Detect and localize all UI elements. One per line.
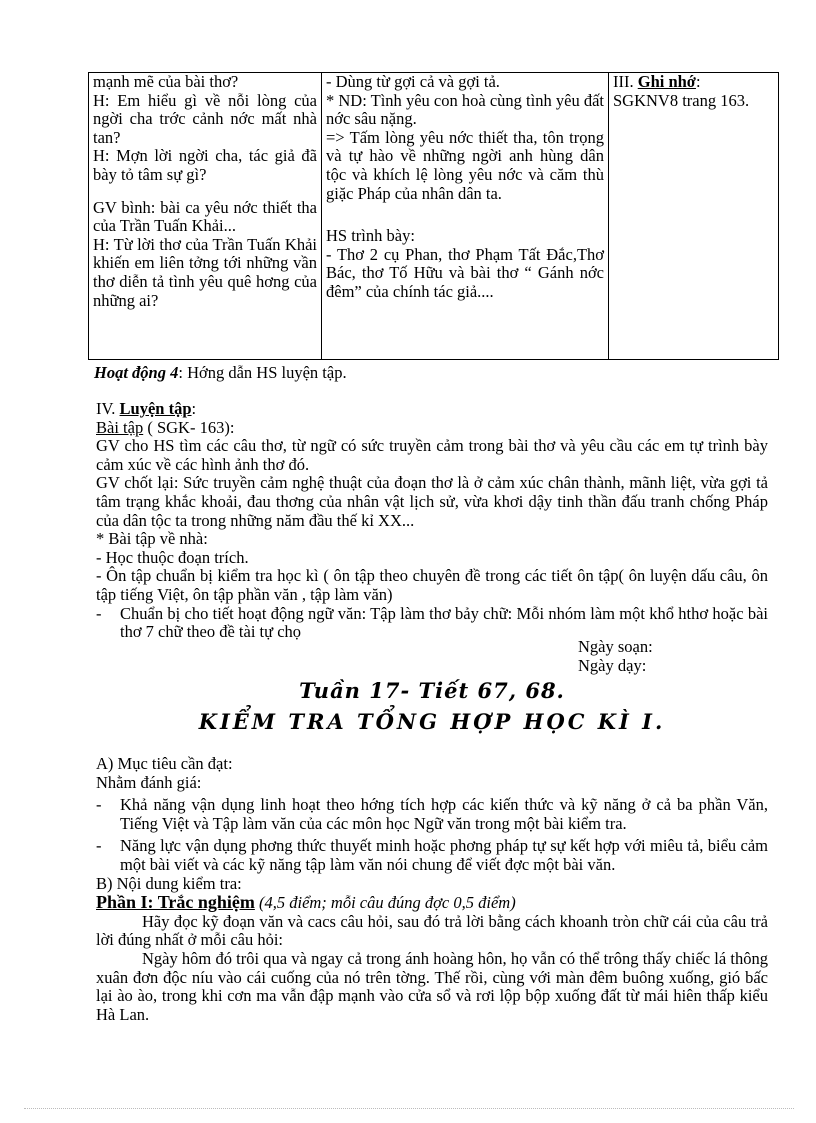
homework-item: - Học thuộc đoạn trích.	[96, 547, 249, 567]
homework-item: - Ôn tập chuẩn bị kiểm tra học kì ( ôn tập theo chuyên đề trong các tiết ôn tập( ôn luyện dấu câu, ôn tập tiếng Việt, ôn tập phần văn , tập làm văn)	[96, 566, 768, 604]
student-answers-cell	[322, 73, 609, 360]
question-text: H: Em hiểu gì về nỗi lòng của ngời cha trớc cảnh nớc mất nhà tan?	[93, 90, 317, 147]
objectives-section	[96, 755, 768, 1024]
question-text: mạnh mẽ của bài thơ?	[93, 72, 239, 91]
date-lines	[578, 638, 653, 675]
practice-heading: IV. Luyện tập:	[96, 399, 197, 418]
notes-text: SGKNV8 trang 163.	[613, 90, 750, 110]
teacher-questions-cell	[89, 73, 322, 360]
answer-text: - Thơ 2 cụ Phan, thơ Phạm Tất Đắc,Thơ Bác, thơ Tố Hữu và bài thơ “ Gánh nớc đêm” của chính tác giả....	[326, 244, 604, 301]
notes-heading: III. Ghi nhớ:	[613, 72, 701, 91]
homework-bullet-item: - Chuẩn bị cho tiết hoạt động ngữ văn: Tập làm thơ bảy chữ: Mỗi nhóm làm một khổ hthơ hoặc bài thơ 7 chữ theo đề tài tự chọ	[96, 603, 768, 642]
homework-heading: * Bài tập về nhà:	[96, 529, 208, 549]
content-heading: B) Nội dung kiểm tra:	[96, 873, 242, 893]
question-text: H: Từ lời thơ của Trần Tuấn Khải khiến em liên tởng tới những vần thơ diễn tả tình yêu quê hơng của những ai?	[93, 234, 317, 310]
exam-title	[96, 678, 768, 734]
answer-text: - Dùng từ gợi cả và gợi tả.	[326, 72, 500, 91]
page-bottom-rule	[24, 1108, 794, 1109]
objectives-intro: Nhằm đánh giá:	[96, 772, 202, 792]
objectives-heading: A) Mục tiêu cần đạt:	[96, 754, 233, 773]
practice-section	[96, 400, 768, 642]
week-lesson-title: Tuần 17- Tiết 67, 68.	[299, 678, 565, 703]
answer-text: => Tấm lòng yêu nớc thiết tha, tôn trọng và tự hào về những ngời anh hùng dân tộc và khích lệ lòng yêu nớc và căm thù giặc Pháp của nhân dân ta.	[326, 127, 604, 203]
notes-cell	[609, 73, 779, 360]
date-taught: Ngày dạy:	[578, 655, 647, 675]
exercise-line: Bài tập ( SGK- 163):	[96, 417, 235, 437]
answer-text: * ND: Tình yêu con hoà cùng tình yêu đất nớc sâu nặng.	[326, 90, 604, 129]
answer-text: HS trình bày:	[326, 226, 415, 246]
practice-paragraph: GV chốt lại: Sức truyền cảm nghệ thuật của đoạn thơ là ở cảm xúc chân thành, mãnh liệt, vừa gợi tả tâm trạng khắc khoải, đau thơng của nhân vật lịch sử, vừa khơi dậy tinh thần đấu tranh chống Pháp của dân tộc ta trong những năm đầu thế kỉ XX...	[96, 473, 768, 530]
part-heading: Phần I: Trắc nghiệm (4,5 điểm; mỗi câu đúng đợc 0,5 điểm)	[96, 892, 516, 913]
question-text: GV bình: bài ca yêu nớc thiết tha của Trần Tuấn Khải...	[93, 197, 317, 236]
practice-paragraph: GV cho HS tìm các câu thơ, từ ngữ có sức truyền cảm trong bài thơ và yêu cầu các em tự trình bày cảm xúc về các hình ảnh thơ đó.	[96, 436, 768, 474]
activity-line: Hoạt động 4: Hớng dẫn HS luyện tập.	[94, 363, 347, 382]
table-row	[89, 73, 779, 360]
passage-text: Ngày hôm đó trôi qua và ngay cả trong ánh hoàng hôn, họ vẫn có thể trông thấy chiếc lá thông xuân đơn độc níu vào cái cuống của nó trên tờng. Thế rồi, cùng với màn đêm buông xuống, gió bấc lại ào ào, trong khi cơn ma vẫn đập mạnh vào cửa sổ và rơi lộp bộp xuống đất từ mái hiên thấp kiểu Hà Lan.	[96, 948, 768, 1024]
exam-name-title: KIỂM TRA TỔNG HỢP HỌC KÌ I.	[198, 709, 666, 734]
question-text: H: Mợn lời ngời cha, tác giả đã bày tỏ tâm sự gì?	[93, 146, 317, 184]
date-prepared: Ngày soạn:	[578, 637, 653, 656]
objective-item: - Năng lực vận dụng phơng thức thuyết minh hoặc phơng pháp tự sự kết hợp với miêu tả, biểu cảm một bài viết và các kỹ năng tập làm văn nói chung để viết đợc một bài văn.	[96, 836, 768, 874]
objective-item: - Khả năng vận dụng linh hoạt theo hớng tích hợp các kiến thức và kỹ năng ở cả ba phần Văn, Tiếng Việt và Tập làm văn của các môn học Ngữ văn trong một bài kiểm tra.	[96, 795, 768, 833]
instruction-text: Hãy đọc kỹ đoạn văn và cacs câu hỏi, sau đó trả lời bằng cách khoanh tròn chữ cái của câu trả lời đúng nhất ở mỗi câu hỏi:	[96, 911, 768, 950]
lesson-table	[88, 72, 779, 360]
